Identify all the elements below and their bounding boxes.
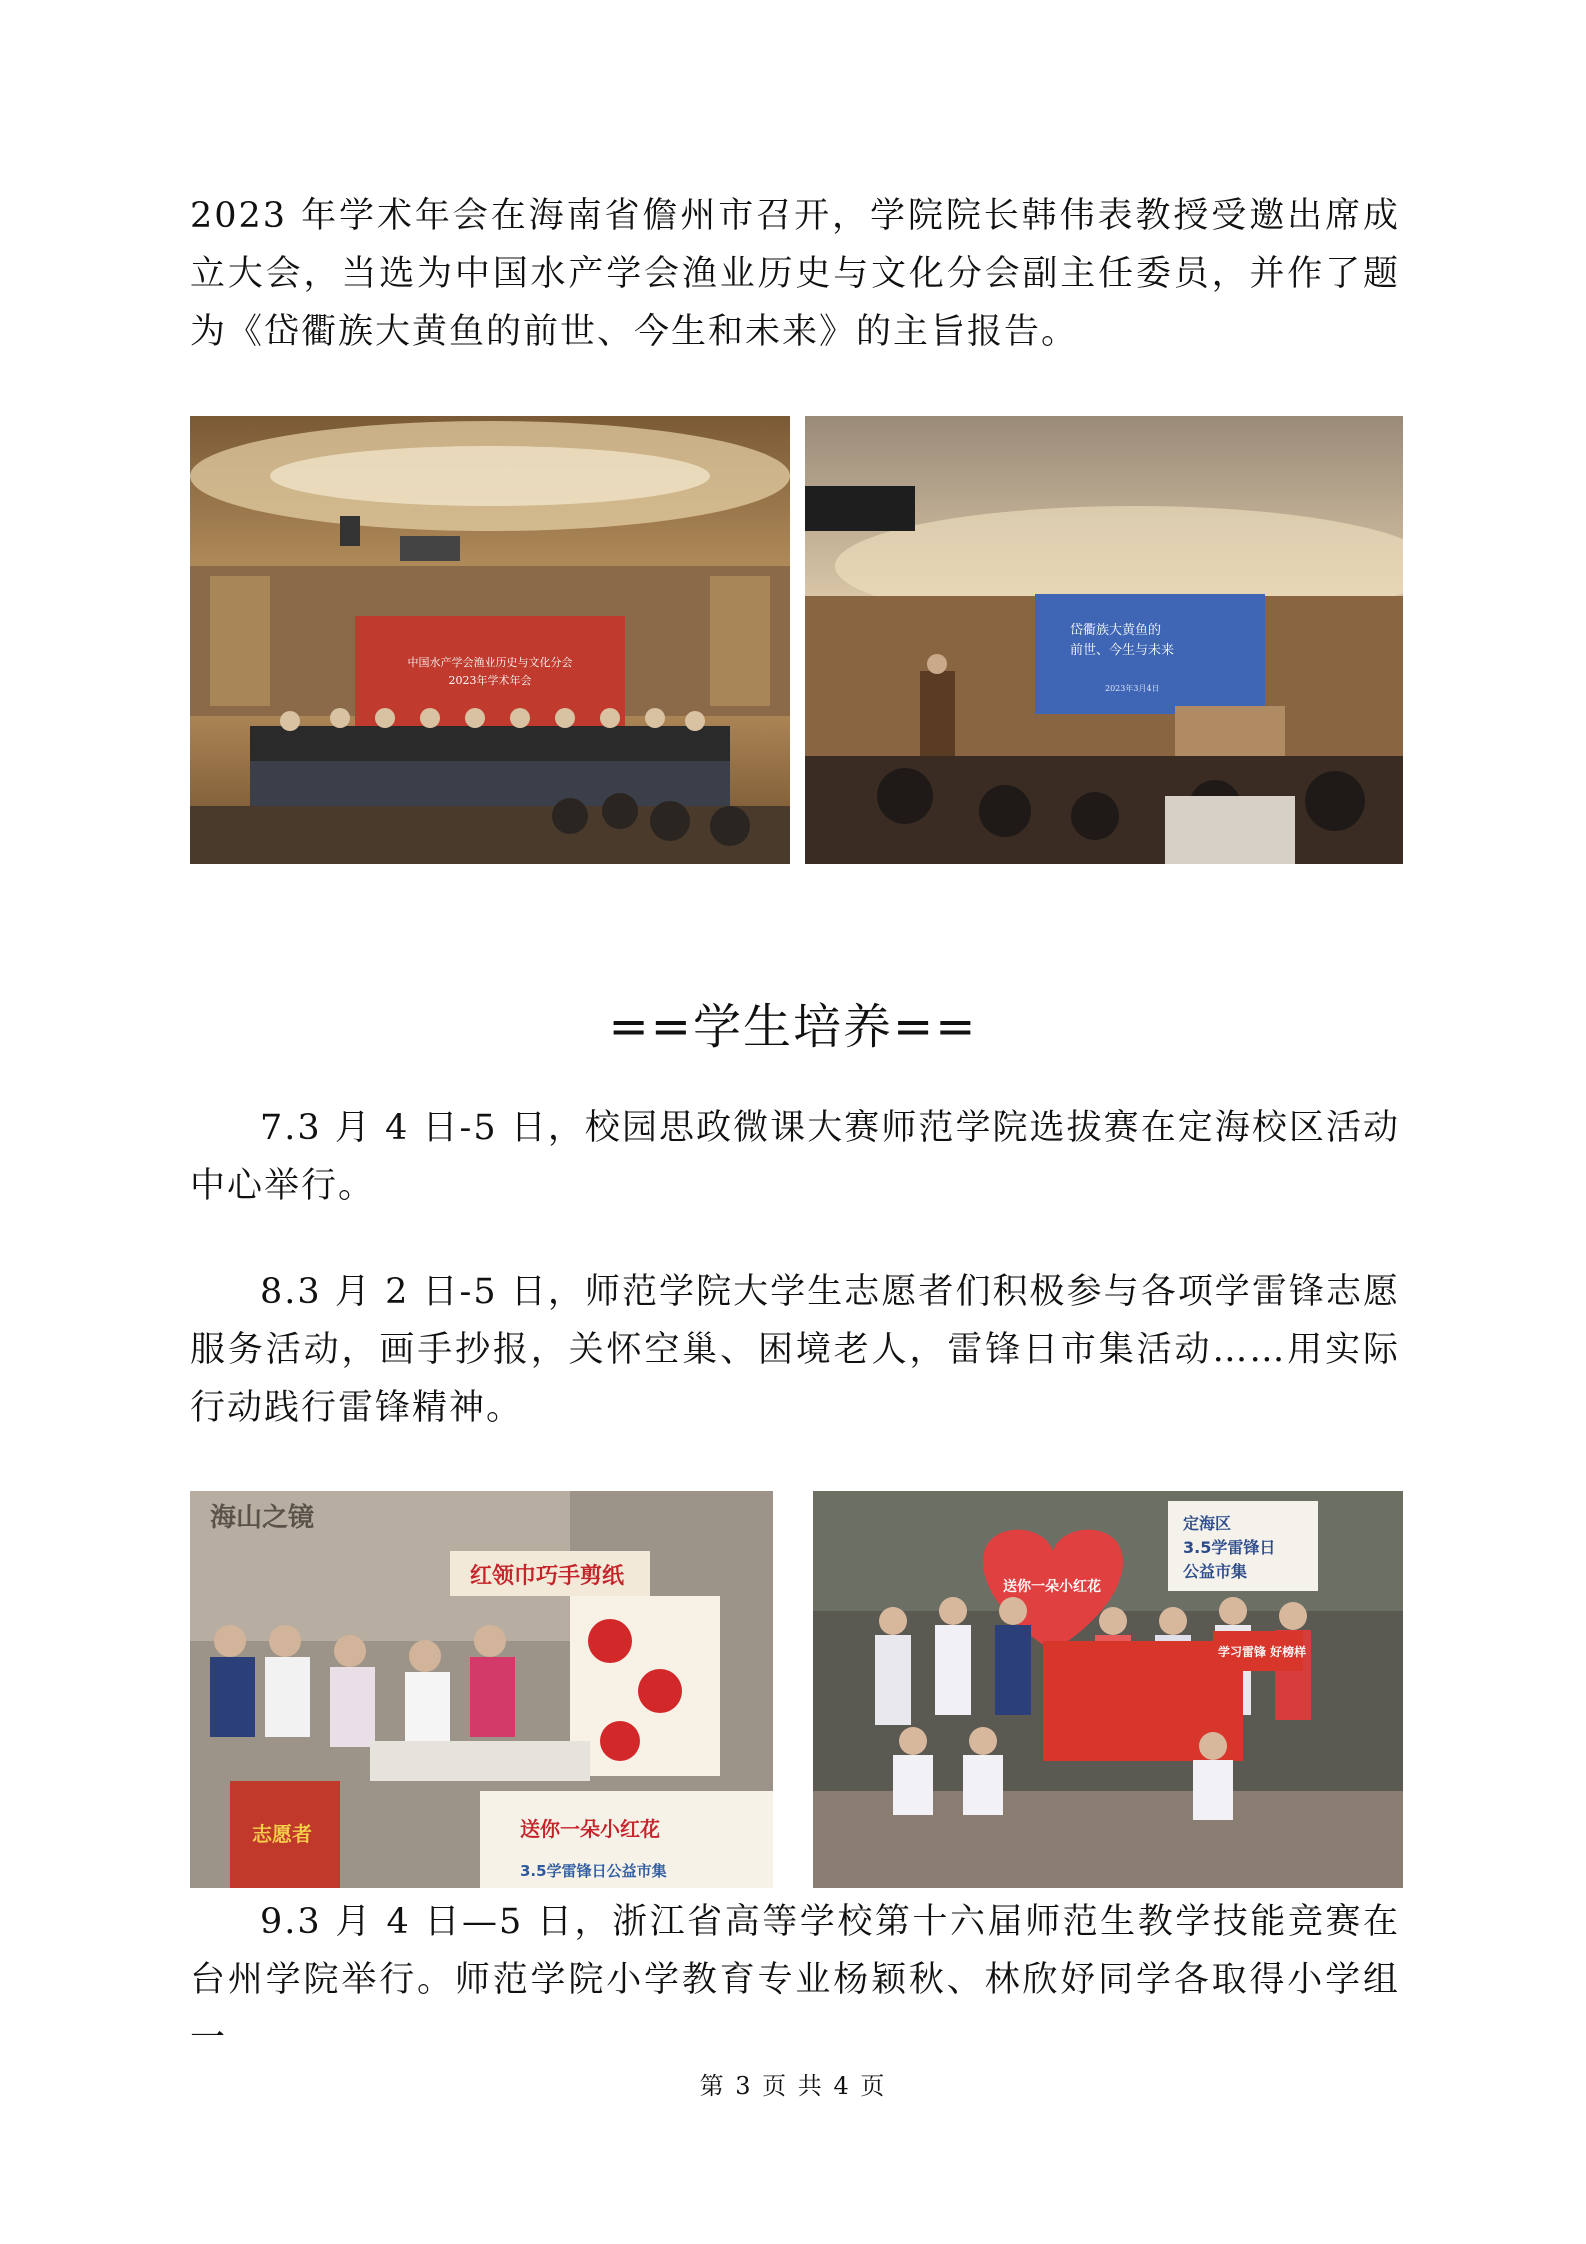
wall-text: 海山之镜 — [210, 1503, 315, 1533]
board-line1: 定海区 — [1183, 1514, 1232, 1533]
section-heading: ==学生培养== — [608, 999, 978, 1055]
board-line2: 3.5学雷锋日 — [1183, 1538, 1276, 1557]
volunteers-photo-right — [813, 1491, 1403, 1888]
conference-photo-left — [190, 416, 790, 864]
handheld-sign-text: 学习雷锋 好榜样 — [1218, 1645, 1307, 1659]
table-sign-text: 送你一朵小红花 — [520, 1817, 660, 1841]
board-line3: 公益市集 — [1183, 1562, 1248, 1581]
screen-title-line2: 前世、今生与未来 — [1070, 643, 1175, 658]
booth-sign-text: 红领巾巧手剪纸 — [470, 1564, 625, 1589]
intro-paragraph: 2023 年学术年会在海南省儋州市召开，学院院长韩伟表教授受邀出席成立大会，当选为中国水产学会渔业历史与文化分会副主任委员，并作了题为《岱衢族大黄鱼的前世、今生和未来》的主旨报告。 — [190, 196, 1400, 352]
screen-text-line2: 2023年学术年会 — [448, 674, 532, 687]
page-footer: 第 3 页 共 4 页 — [699, 2072, 887, 2100]
paragraph-9: 9.3 月 4 日—5 日，浙江省高等学校第十六届师范生教学技能竞赛在台州学院举行。师范学院小学教育专业杨颖秋、林欣妤同学各取得小学组一 — [190, 1902, 1400, 2058]
screen-text-line1: 中国水产学会渔业历史与文化分会 — [407, 656, 573, 669]
heart-text: 送你一朵小红花 — [1003, 1579, 1101, 1595]
vest-text: 志愿者 — [252, 1822, 312, 1846]
volunteers-photo-left — [190, 1491, 773, 1888]
table-sign-subtext: 3.5学雷锋日公益市集 — [520, 1862, 667, 1880]
conference-photo-right — [805, 416, 1403, 864]
screen-date: 2023年3月4日 — [1105, 684, 1160, 693]
paragraph-7: 7.3 月 4 日-5 日，校园思政微课大赛师范学院选拔赛在定海校区活动中心举行。 — [190, 1108, 1400, 1206]
paragraph-8: 8.3 月 2 日-5 日，师范学院大学生志愿者们积极参与各项学雷锋志愿服务活动，画手抄报，关怀空巢、困境老人，雷锋日市集活动……用实际行动践行雷锋精神。 — [190, 1272, 1400, 1428]
screen-title-line1: 岱衢族大黄鱼的 — [1070, 623, 1162, 638]
